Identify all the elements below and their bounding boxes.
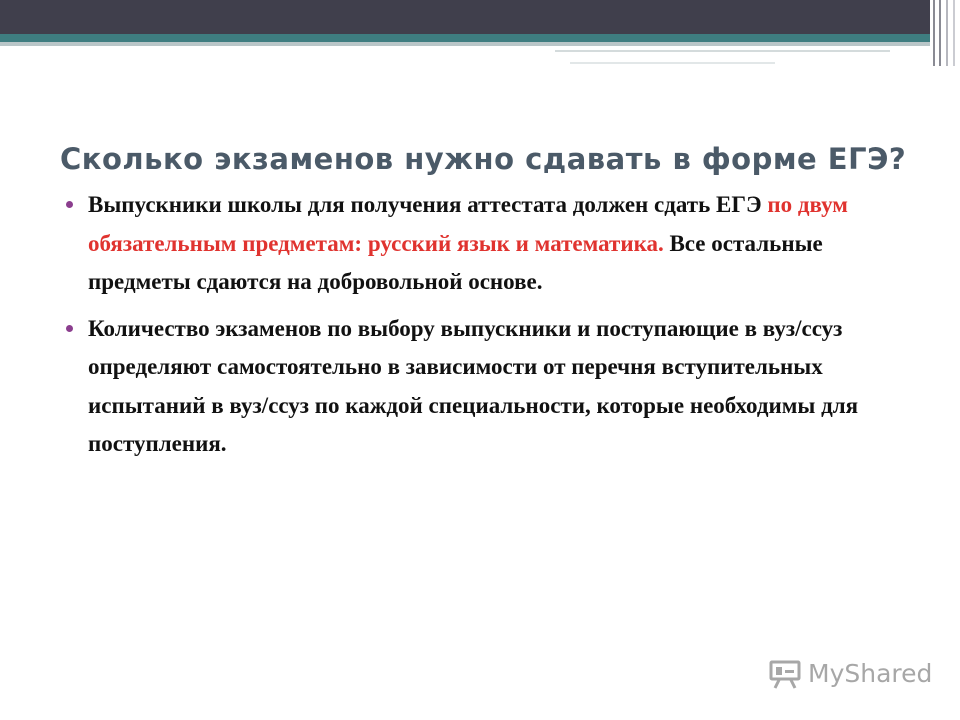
bullet-dot-icon <box>66 325 73 332</box>
slide-title: Сколько экзаменов нужно сдавать в форме ЕГЭ? <box>60 142 907 176</box>
watermark-text: MyShared <box>808 659 933 688</box>
rail-line <box>933 0 935 66</box>
bullet-highlight-text: по двум обязательным предметам: русский язык и математика. <box>88 192 848 256</box>
rail-line <box>939 0 941 66</box>
bullet-dot-icon <box>66 201 73 208</box>
header-thin-line-short <box>570 62 775 64</box>
header-right-rails <box>930 0 960 66</box>
rail-line <box>953 0 955 66</box>
header-teal-stripe <box>0 34 960 42</box>
header-dark-stripe <box>0 0 960 34</box>
slide-body <box>62 186 892 464</box>
myshared-watermark <box>768 657 933 691</box>
bullet-text: Все остальные предметы сдаются на добровольной основе. <box>88 230 823 294</box>
bullet-item <box>62 186 892 302</box>
header-shade-stripe <box>0 42 960 46</box>
bullet-item <box>62 310 892 464</box>
header-thin-line <box>555 50 890 52</box>
bullet-text: Выпускники школы для получения аттестата должен сдать ЕГЭ <box>88 192 768 217</box>
rail-line <box>946 0 948 66</box>
bullet-text: Количество экзаменов по выбору выпускники и поступающие в вуз/ссуз определяют самостоятельно в зависимости от перечня вступительных испытаний в вуз/ссуз по каждой специальности, которые необходимы для поступления. <box>88 315 859 456</box>
presentation-board-icon <box>768 659 802 689</box>
